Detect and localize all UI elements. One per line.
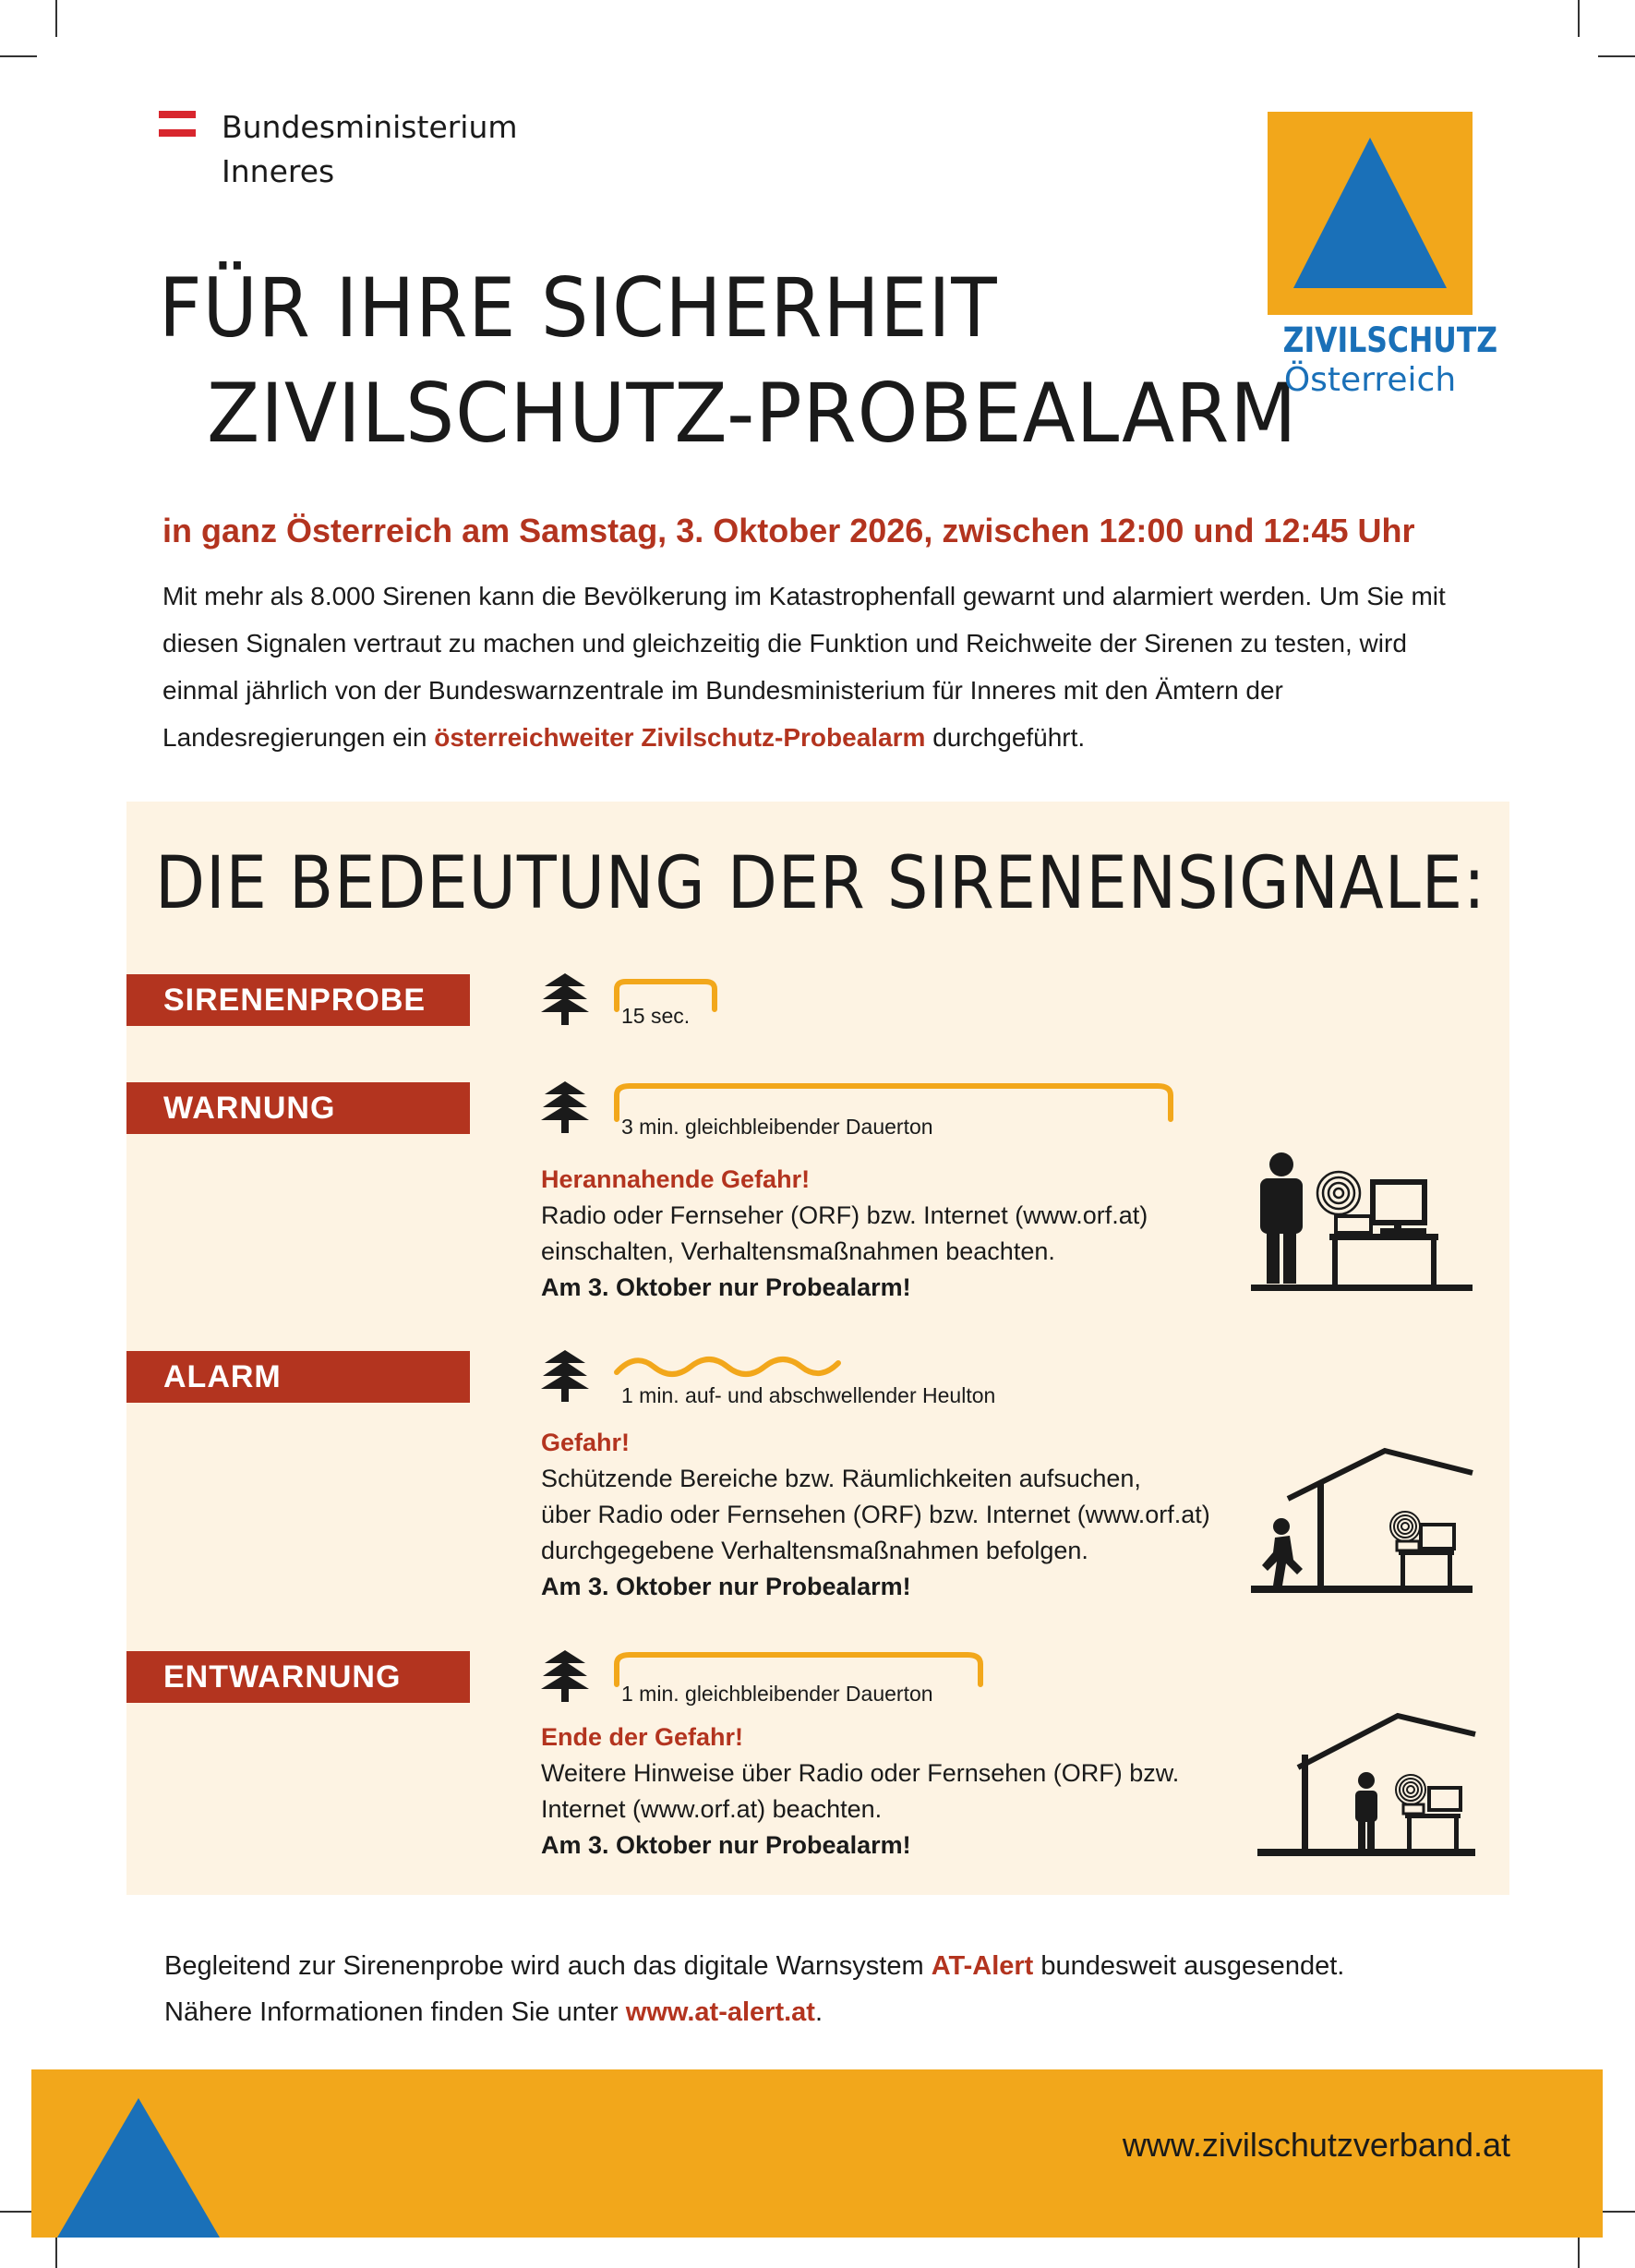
person-in-house-icon (1257, 1710, 1475, 1858)
footer-text: . (814, 1997, 824, 2027)
signal-note: Am 3. Oktober nur Probealarm! (541, 1273, 911, 1301)
ministry-name (222, 105, 518, 194)
siren-icon (539, 971, 591, 1027)
tone-duration: 1 min. gleichbleibender Dauerton (621, 1682, 933, 1706)
intro-paragraph (162, 573, 1483, 761)
at-alert-highlight: AT-Alert (931, 1951, 1034, 1981)
footer-info (164, 1943, 1344, 2035)
footer-text: bundesweit ausgesendet. (1033, 1951, 1345, 1981)
signal-text-line: Weitere Hinweise über Radio oder Fernsehen (ORF) bzw. (541, 1759, 1180, 1787)
signal-note: Am 3. Oktober nur Probealarm! (541, 1573, 911, 1600)
siren-icon (539, 1080, 591, 1135)
signal-description-warnung (541, 1162, 1148, 1306)
signal-label-entwarnung: ENTWARNUNG (126, 1651, 470, 1703)
at-alert-link[interactable]: www.at-alert.at (625, 1997, 815, 2027)
signal-heading: Gefahr! (541, 1429, 631, 1456)
signal-label-sirenenprobe: SIRENENPROBE (126, 974, 470, 1026)
signal-note: Am 3. Oktober nur Probealarm! (541, 1831, 911, 1859)
zivilschutz-triangle-icon (1268, 112, 1473, 315)
siren-icon (539, 1648, 591, 1704)
signals-title: DIE BEDEUTUNG DER SIRENENSIGNALE: (155, 842, 1486, 925)
footer-line-1 (164, 1943, 1344, 1989)
footer-line-2 (164, 1989, 1344, 2035)
zivilschutz-triangle-icon (55, 2094, 222, 2242)
signal-text-line: Internet (www.orf.at) beachten. (541, 1795, 883, 1823)
tone-duration: 1 min. auf- und abschwellender Heulton (621, 1383, 996, 1407)
siren-icon (539, 1348, 591, 1404)
logo-name-line-1: ZIVILSCHUTZ (1282, 320, 1498, 360)
intro-highlight: österreichweiter Zivilschutz-Probealarm (434, 723, 926, 752)
signal-label-alarm: ALARM (126, 1351, 470, 1403)
zivilschutzverband-link[interactable]: www.zivilschutzverband.at (1122, 2126, 1510, 2164)
signal-label-warnung: WARNUNG (126, 1082, 470, 1134)
footer-text: Nähere Informationen finden Sie unter (164, 1997, 626, 2027)
crop-mark (1598, 2211, 1635, 2213)
signal-text-line: Radio oder Fernseher (ORF) bzw. Internet (www.orf.at) (541, 1201, 1148, 1229)
signal-text-line: über Radio oder Fernsehen (ORF) bzw. Internet (www.orf.at) (541, 1501, 1210, 1528)
intro-text-end: durchgeführt. (925, 723, 1086, 752)
tone-duration: 15 sec. (621, 1004, 691, 1028)
signal-text-line: durchgegebene Verhaltensmaßnahmen befolgen. (541, 1537, 1088, 1564)
crop-mark (1578, 0, 1580, 37)
crop-mark (0, 55, 37, 57)
footer-text: Begleitend zur Sirenenprobe wird auch das digitale Warnsystem (164, 1951, 932, 1981)
crop-mark (1598, 55, 1635, 57)
signal-heading: Herannahende Gefahr! (541, 1165, 811, 1193)
ministry-line-1: Bundesministerium (222, 109, 518, 145)
signal-description-entwarnung (541, 1719, 1179, 1864)
tone-duration: 3 min. gleichbleibender Dauerton (621, 1115, 933, 1139)
signal-text-line: Schützende Bereiche bzw. Räumlichkeiten aufsuchen, (541, 1465, 1141, 1492)
signal-description-alarm (541, 1425, 1210, 1605)
page-title-line-1: FÜR IHRE SICHERHEIT (159, 260, 998, 356)
logo-name-line-2: Österreich (1283, 361, 1457, 399)
tone-curve-wave (613, 1348, 846, 1385)
person-at-desk-icon (1251, 1145, 1473, 1293)
intro-text: Mit mehr als 8.000 Sirenen kann die Bevölkerung im Katastrophenfall gewarnt und alarmiert werden. Um Sie mit diesen Signalen vertraut zu machen und gleichzeitig die Funktion und Reichweite der Sirenen zu testen, wird einmal jährlich von der Bundeswarnzentrale im Bundesministerium für Inneres mit den Ämtern der Landesregierungen ein (162, 582, 1446, 752)
ministry-line-2: Inneres (222, 153, 335, 189)
crop-mark (55, 0, 57, 37)
person-entering-house-icon (1251, 1445, 1473, 1598)
date-line: in ganz Österreich am Samstag, 3. Oktober 2026, zwischen 12:00 und 12:45 Uhr (162, 512, 1415, 549)
signal-heading: Ende der Gefahr! (541, 1723, 744, 1751)
signal-text-line: einschalten, Verhaltensmaßnahmen beachten. (541, 1237, 1055, 1265)
page-title-line-2: ZIVILSCHUTZ-PROBEALARM (207, 366, 1298, 461)
